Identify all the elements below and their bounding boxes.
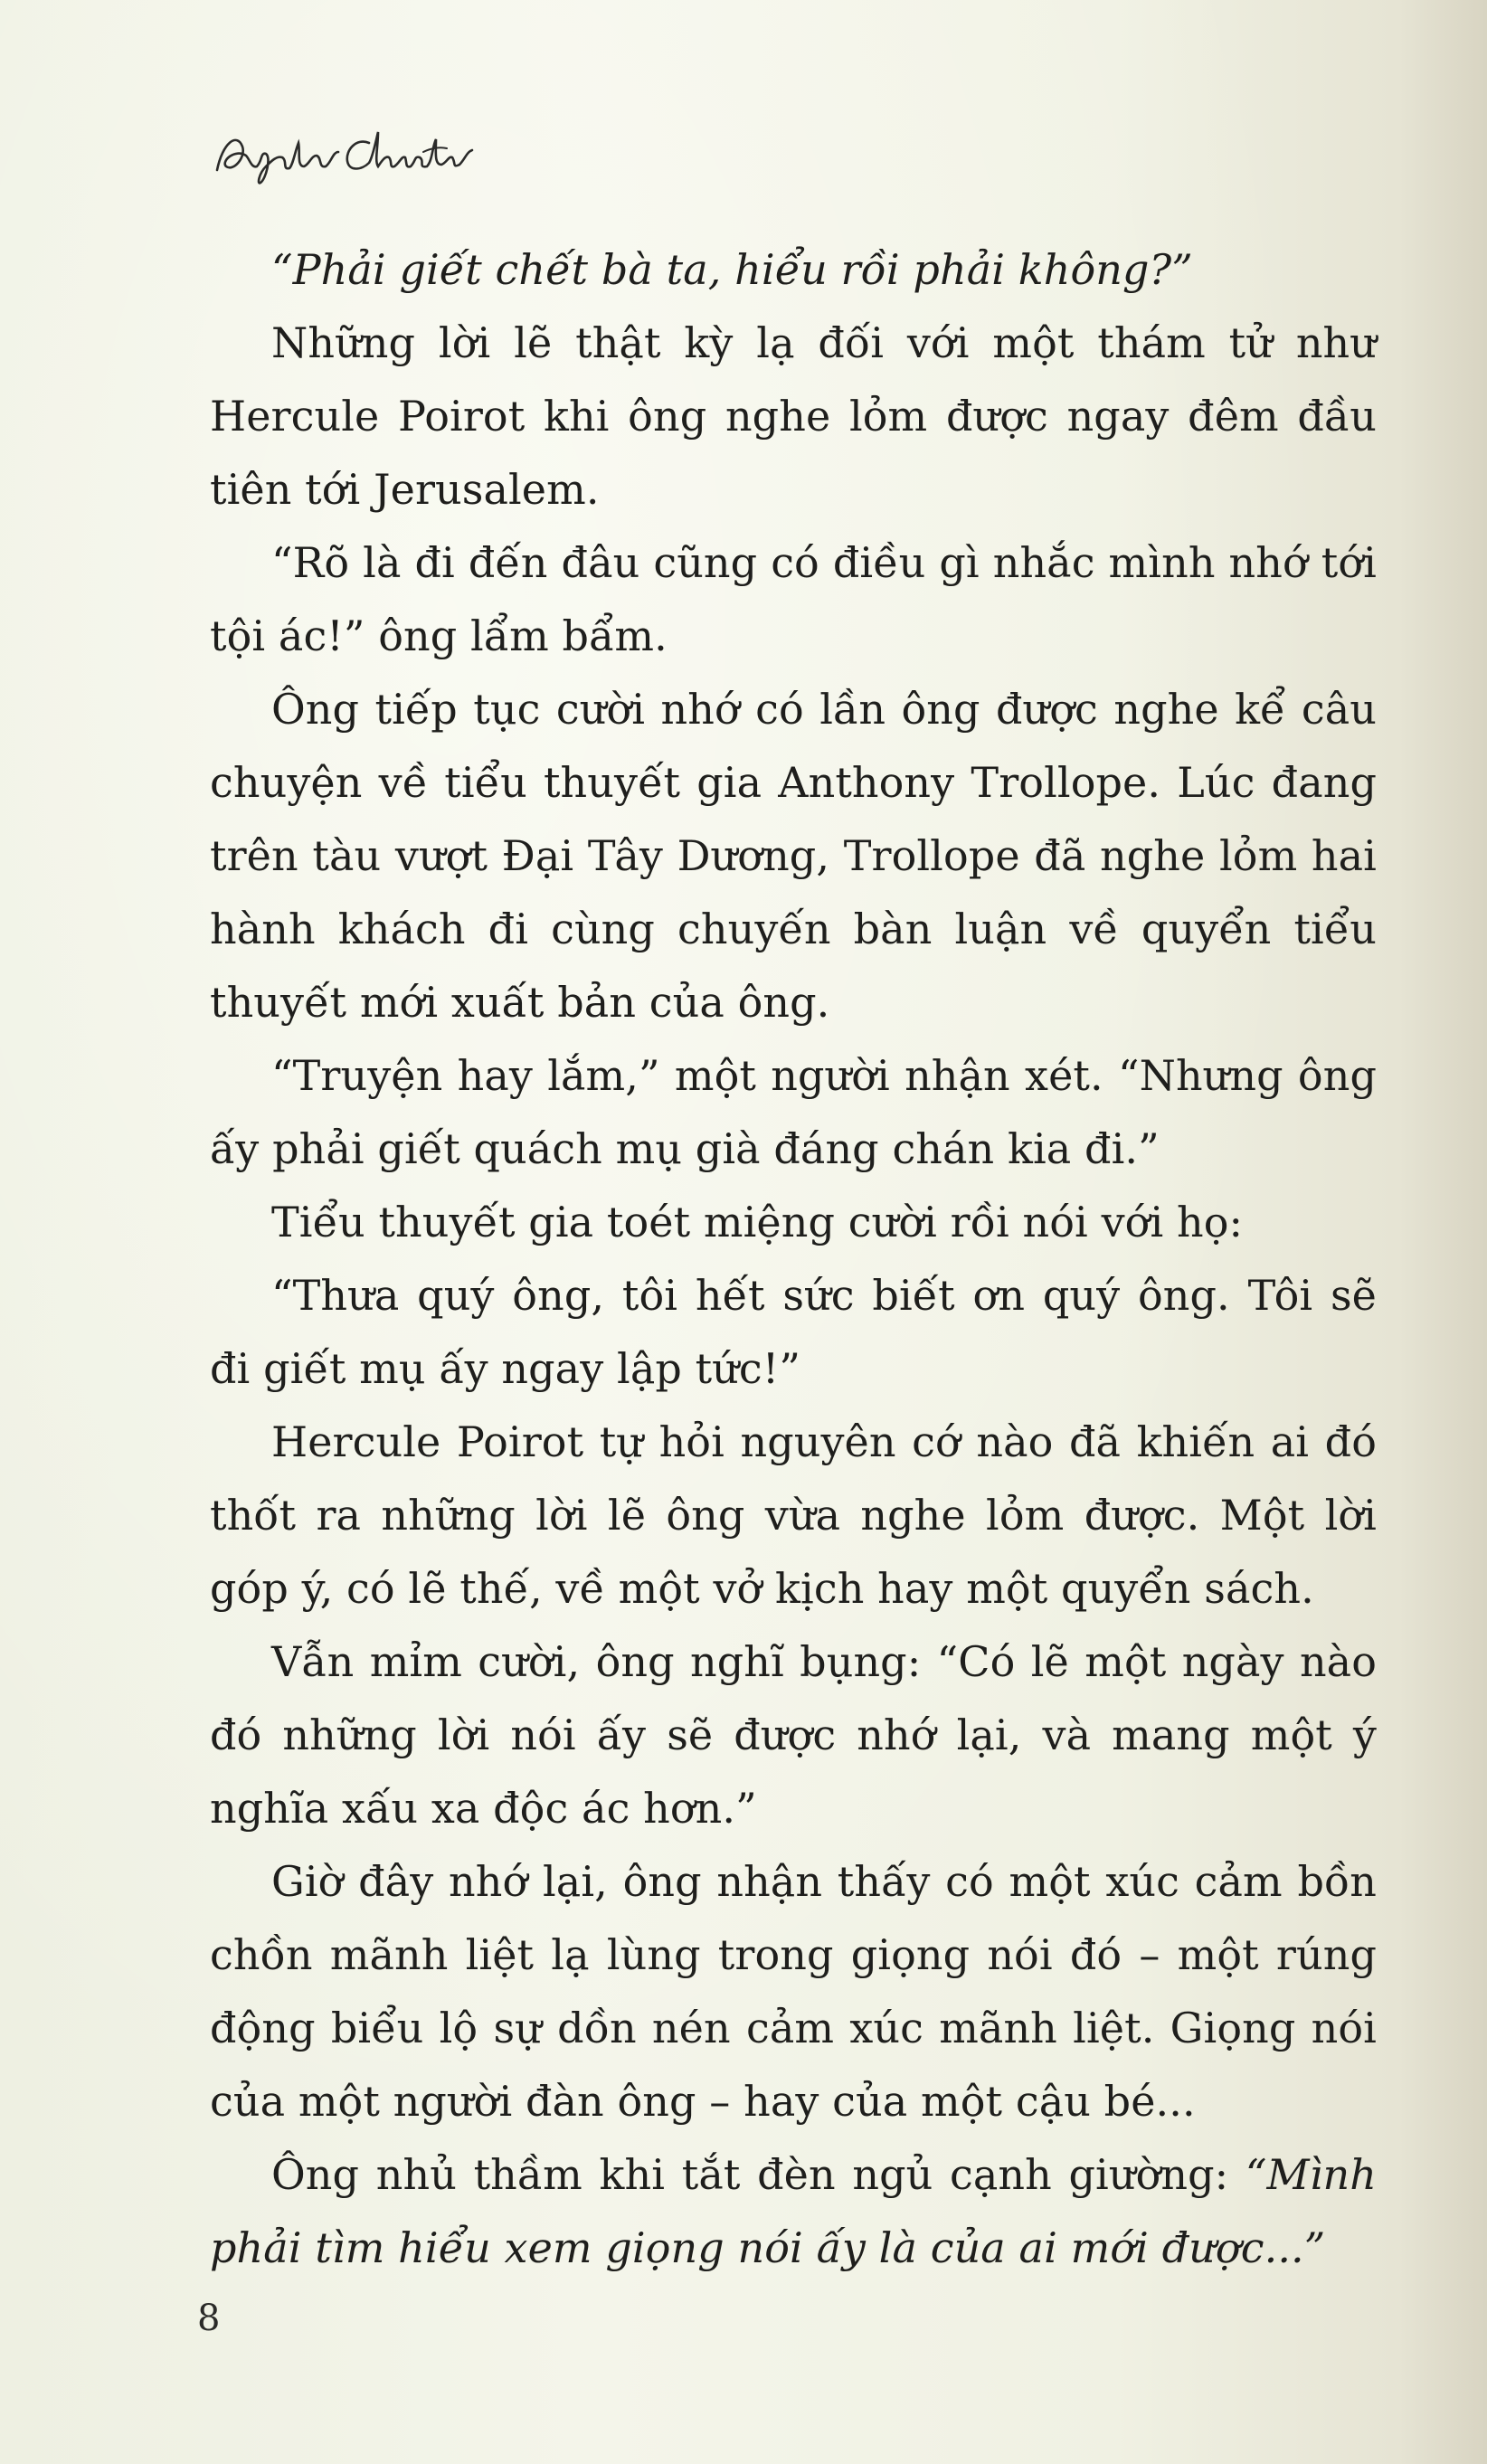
signature-graphic bbox=[210, 116, 481, 188]
paragraph: “Rõ là đi đến đâu cũng có điều gì nhắc mình nhớ tới tội ác!” ông lẩm bẩm. bbox=[210, 538, 1377, 660]
paragraph: Giờ đây nhớ lại, ông nhận thấy có một xúc cảm bồn chồn mãnh liệt lạ lùng trong giọng nói đó – một rúng động biểu lộ sự dồn nén cảm xúc mãnh liệt. Giọng nói của một người đàn ông – hay của một cậu bé... bbox=[210, 1857, 1377, 2126]
paragraph: “Truyện hay lắm,” một người nhận xét. “Nhưng ông ấy phải giết quách mụ già đáng chán kia đi.” bbox=[210, 1051, 1377, 1173]
paragraph-italic-quote: “Mình phải tìm hiểu xem giọng nói ấy là của ai mới được...” bbox=[210, 2150, 1377, 2272]
paragraph-lead: Ông nhủ thầm khi tắt đèn ngủ cạnh giường: bbox=[271, 2150, 1245, 2199]
paragraph: “Phải giết chết bà ta, hiểu rồi phải không?” bbox=[271, 245, 1193, 294]
paragraph: Tiểu thuyết gia toét miệng cười rồi nói với họ: bbox=[271, 1198, 1244, 1246]
page-number: 8 bbox=[197, 2298, 221, 2339]
paragraph: Hercule Poirot tự hỏi nguyên cớ nào đã khiến ai đó thốt ra những lời lẽ ông vừa nghe lỏm được. Một lời góp ý, có lẽ thế, về một vở kịch hay một quyển sách. bbox=[210, 1417, 1377, 1613]
body-text bbox=[210, 233, 1377, 2285]
paragraph: Ông tiếp tục cười nhớ có lần ông được nghe kể câu chuyện về tiểu thuyết gia Anthony Trollope. Lúc đang trên tàu vượt Đại Tây Dương, Trollope đã nghe lỏm hai hành khách đi cùng chuyến bàn luận về quyển tiểu thuyết mới xuất bản của ông. bbox=[210, 685, 1377, 1027]
author-signature bbox=[210, 116, 481, 188]
paragraph: “Thưa quý ông, tôi hết sức biết ơn quý ông. Tôi sẽ đi giết mụ ấy ngay lập tức!” bbox=[210, 1271, 1377, 1393]
paragraph: Vẫn mỉm cười, ông nghĩ bụng: “Có lẽ một ngày nào đó những lời nói ấy sẽ được nhớ lại, và mang một ý nghĩa xấu xa độc ác hơn.” bbox=[210, 1637, 1377, 1833]
paragraph: Những lời lẽ thật kỳ lạ đối với một thám tử như Hercule Poirot khi ông nghe lỏm được ngay đêm đầu tiên tới Jerusalem. bbox=[210, 318, 1377, 514]
paragraph-last bbox=[210, 2138, 1377, 2285]
